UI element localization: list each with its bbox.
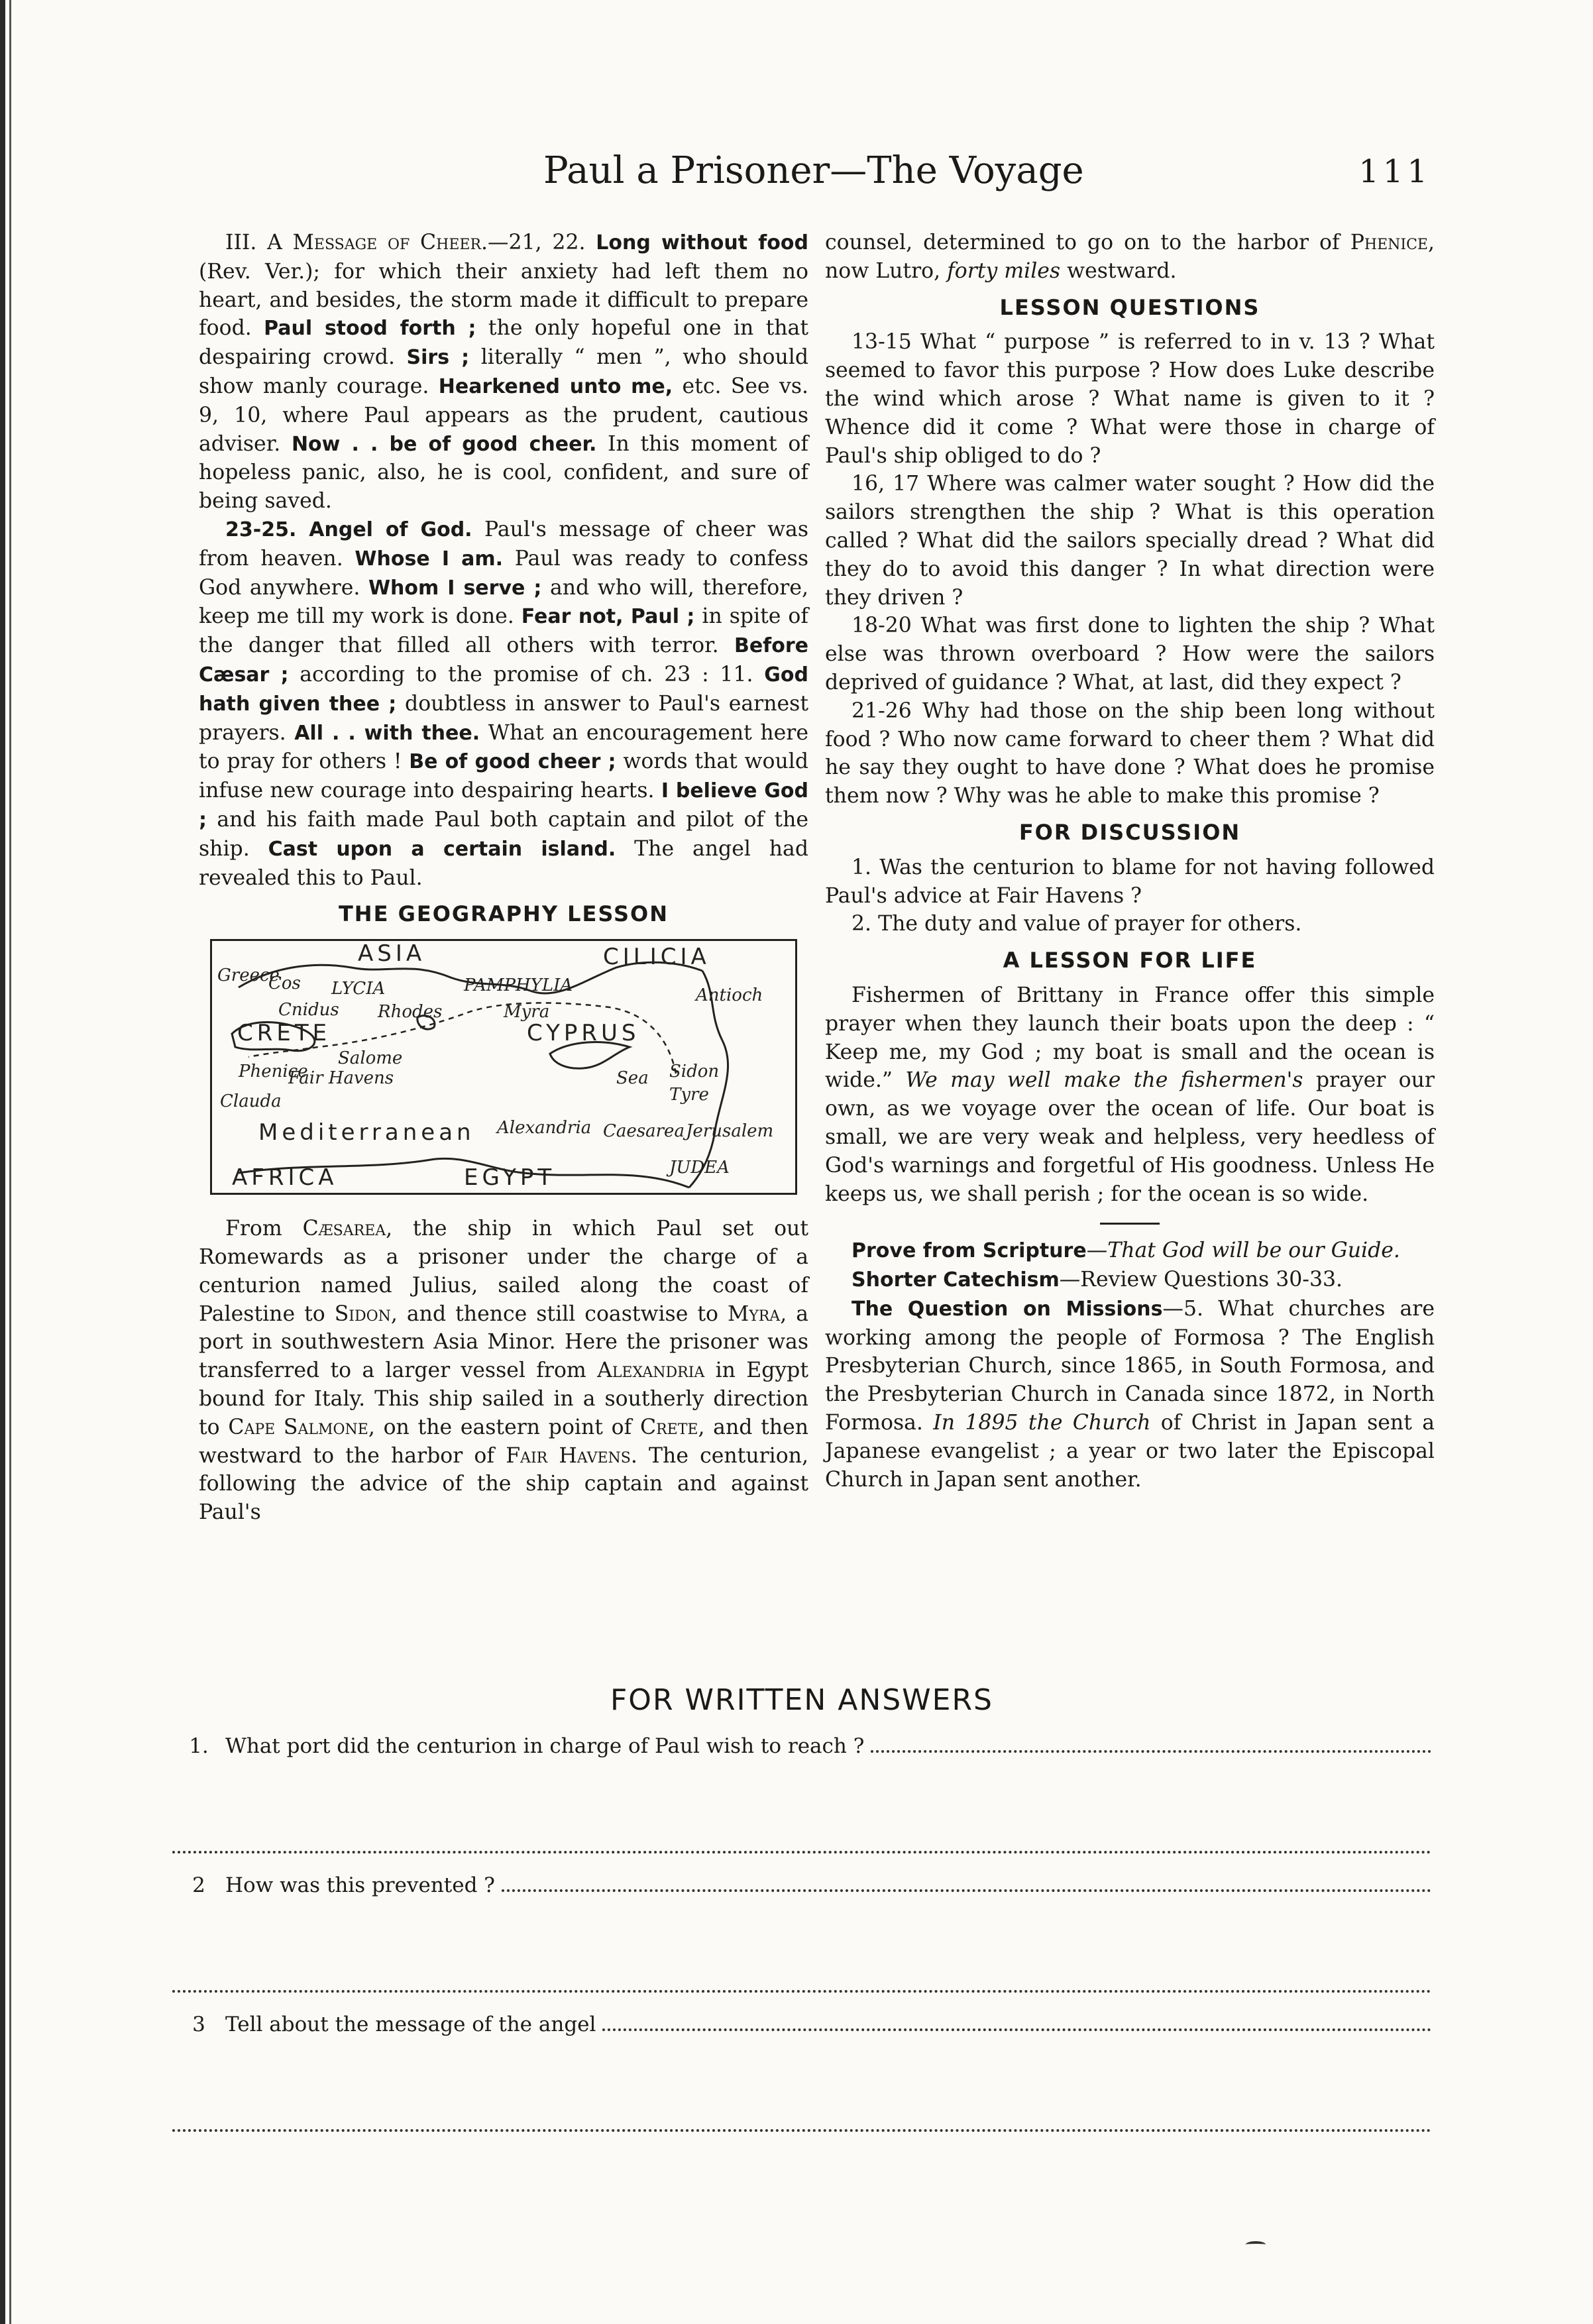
text: prayer our own, as we voyage over the ocean of life. Our boat is small, we are very weak and helpless, very heedless of God's warnings and forgetful of His goodness. Unless He keeps us, we shall perish ; for the ocean is so wide. xyxy=(825,1068,1435,1206)
map-label-lycia: LYCIA xyxy=(331,979,386,999)
map-label-cilicia: CILICIA xyxy=(603,944,710,971)
term: Before Cæsar ; xyxy=(199,634,808,687)
answer-line[interactable] xyxy=(602,2028,1431,2031)
text: . The centurion, following the advice of the ship captain and against Paul's xyxy=(199,1443,809,1525)
text: —5. What churches are working among the people of Formosa ? The English Presbyterian Church, since 1865, in South Formosa, and the Presbyterian Church in Canada since 1872, in North Formosa. xyxy=(825,1296,1435,1435)
for-discussion-heading: FOR DISCUSSION xyxy=(1018,819,1241,845)
answer-line[interactable] xyxy=(502,1889,1431,1892)
term: Whose I am. xyxy=(355,547,504,571)
prove-from-scripture xyxy=(825,1237,1435,1266)
text: counsel, determined to go on to the harbor of xyxy=(825,231,1350,254)
map-label-pamphylia: PAMPHYLIA xyxy=(464,975,573,996)
page-number: 111 xyxy=(1358,153,1431,190)
term: Sirs ; xyxy=(406,346,470,370)
map-label-tyre: Tyre xyxy=(669,1085,709,1105)
term: Now . . be of good cheer. xyxy=(291,432,597,456)
place-name: Fair Havens xyxy=(506,1443,631,1468)
text: doubtless in answer to Paul's earnest prayers. xyxy=(199,691,808,745)
text: of Christ in Japan sent a Japanese evangelist ; a year or two later the Episcopal Church in Japan sent another. xyxy=(825,1411,1435,1492)
question-number: 3 xyxy=(192,2013,205,2036)
term: I believe God ; xyxy=(199,779,808,832)
term: Whom I serve ; xyxy=(368,576,542,600)
text: What an encouragement here to pray for others ! xyxy=(199,720,808,774)
text: Paul's message of cheer was from heaven. xyxy=(199,517,808,571)
question-text: Tell about the message of the angel xyxy=(225,2013,596,2036)
question-text: What port did the centurion in charge of Paul wish to reach ? xyxy=(225,1734,865,1758)
map-label-cyprus: CYPRUS xyxy=(527,1020,640,1047)
written-question xyxy=(172,2013,1431,2058)
map-label-asia: ASIA xyxy=(358,941,426,968)
map-label-greece: Greece xyxy=(217,966,280,986)
text: — xyxy=(1086,1239,1108,1263)
answer-line[interactable] xyxy=(871,1750,1431,1753)
term: Cast upon a certain island. xyxy=(268,837,616,861)
term: Be of good cheer ; xyxy=(409,750,616,774)
term: Paul stood forth ; xyxy=(264,317,476,341)
map-label-sidon: Sidon xyxy=(669,1062,720,1082)
text: forty miles xyxy=(947,258,1061,283)
lesson-questions-heading: LESSON QUESTIONS xyxy=(999,294,1260,320)
place-name: Cape Salmone xyxy=(228,1415,368,1439)
text: etc. See vs. 9, 10, where Paul appears as the prudent, cautious adviser. xyxy=(199,374,808,456)
text: westward. xyxy=(1060,258,1177,283)
text: according to the promise of ch. 23 : 11. xyxy=(288,662,765,687)
answer-line[interactable] xyxy=(172,2058,1431,2132)
term: God hath given thee ; xyxy=(199,663,808,716)
map-drawing xyxy=(212,941,795,1193)
map-label-cnidus: Cnidus xyxy=(278,1000,339,1021)
place-name: Alexandria xyxy=(597,1358,705,1383)
geography-lesson-heading: THE GEOGRAPHY LESSON xyxy=(338,901,669,927)
question-number: 2 xyxy=(192,1873,205,1897)
map-label-sea: Sea xyxy=(616,1068,649,1089)
text: , on the eastern point of xyxy=(368,1415,640,1439)
running-head: Paul a Prisoner—The Voyage xyxy=(543,149,1084,192)
place-name: Myra xyxy=(727,1301,781,1326)
lesson-for-life-paragraph xyxy=(825,981,1435,1208)
angel-of-god-paragraph xyxy=(199,516,808,892)
section-label: III. A Message of Cheer. xyxy=(225,231,488,254)
lesson-question: 21-26 Why had those on the ship been long without food ? Who now came forward to cheer them ? What did he say they ought to have done ? What does he promise them now ? Why was he able to make this promise ? xyxy=(825,698,1435,808)
geography-continuation xyxy=(825,229,1435,286)
message-of-cheer-paragraph xyxy=(199,229,808,516)
text: , the ship in which Paul set out Romewards as a prisoner under the charge of a centurion named Julius, sailed along the coast of Palestine to xyxy=(199,1217,809,1326)
text: In 1895 the Church xyxy=(933,1411,1151,1435)
text: , a port in southwestern Asia Minor. Here the prisoner was transferred to a larger vessel from xyxy=(199,1301,808,1383)
map-label-fair-havens: Fair Havens xyxy=(288,1068,394,1089)
map-label-cos: Cos xyxy=(268,973,301,994)
map-label-salome: Salome xyxy=(338,1048,403,1069)
text: Paul was ready to confess God anywhere. xyxy=(199,546,808,600)
written-answers-section xyxy=(172,1683,1431,2152)
page-header xyxy=(172,149,1431,202)
text: , and thence still coastwise to xyxy=(390,1301,728,1326)
text: and his faith made Paul both captain and pilot of the ship. xyxy=(199,807,808,861)
text: and who will, therefore, keep me till my work is done. xyxy=(199,575,808,629)
map-label-phenice: Phenice xyxy=(239,1062,308,1082)
text: In this moment of hopeless panic, also, he is cool, confident, and sure of being saved. xyxy=(199,431,808,514)
place-name: Phenice xyxy=(1350,231,1428,254)
text: in spite of the danger that filled all others with terror. xyxy=(199,604,809,658)
written-answers-title: FOR WRITTEN ANSWERS xyxy=(610,1683,993,1717)
question-text: How was this prevented ? xyxy=(225,1873,495,1897)
text: words that would infuse new courage into despairing hearts. xyxy=(199,749,808,803)
map-label-clauda: Clauda xyxy=(220,1091,282,1112)
term: Fear not, Paul ; xyxy=(521,605,695,629)
question-number: 1. xyxy=(189,1734,209,1758)
answer-line[interactable] xyxy=(172,1918,1431,1993)
map-label-caesarea: Caesarea xyxy=(603,1121,685,1142)
map-label-rhodes: Rhodes xyxy=(378,1002,443,1023)
map-label-crete: CRETE xyxy=(237,1020,331,1047)
place-name: Sidon xyxy=(334,1301,391,1326)
text: —Review Questions 30-33. xyxy=(1059,1268,1343,1292)
map-label-myra: Myra xyxy=(504,1002,550,1023)
text: literally “ men ”, who should show manly courage. xyxy=(199,345,809,398)
map-label-antioch: Antioch xyxy=(696,985,763,1006)
discussion-item: 1. Was the centurion to blame for not having followed Paul's advice at Fair Havens ? xyxy=(825,855,1435,908)
text: in Egypt bound for Italy. This ship sailed in a southerly direction to xyxy=(199,1358,808,1439)
map-label-judea: JUDEA xyxy=(669,1158,730,1178)
text: , and then westward to the harbor of xyxy=(199,1415,808,1468)
map-label-jerusalem: Jerusalem xyxy=(686,1121,774,1142)
lesson-for-life-heading: A LESSON FOR LIFE xyxy=(1003,948,1257,973)
lesson-question: 16, 17 Where was calmer water sought ? How did the sailors strengthen the ship ? What is this operation called ? What did the sailors specially dread ? What did they do to avoid this danger ? In what direction were they driven ? xyxy=(825,472,1435,610)
text: That God will be our Guide. xyxy=(1107,1239,1400,1263)
lesson-question: 18-20 What was first done to lighten the ship ? What else was thrown overboard ? How were the sailors deprived of guidance ? What, at last, did they expect ? xyxy=(825,614,1435,694)
text: From xyxy=(225,1217,303,1241)
printer-mark xyxy=(1246,2241,1266,2248)
text: (Rev. Ver.); for which their anxiety had left them no heart, and besides, the storm made it difficult to prepare food. xyxy=(199,259,808,341)
text: We may well make the fishermen's xyxy=(905,1068,1303,1093)
right-column xyxy=(825,229,1435,1494)
map-label-egypt: EGYPT xyxy=(464,1164,556,1191)
scanned-page-edge xyxy=(0,0,46,2324)
map-label-mediterranean: Mediterranean xyxy=(258,1119,475,1146)
map-label-africa: AFRICA xyxy=(232,1164,338,1191)
geography-map xyxy=(210,939,797,1195)
text: Fishermen of Brittany in France offer this simple prayer when they launch their boats upon the deep : “ Keep me, my God ; my boat is small and the ocean is wide.” xyxy=(825,983,1435,1093)
shorter-catechism xyxy=(825,1266,1435,1295)
term: Long without food xyxy=(596,231,809,254)
answer-line[interactable] xyxy=(172,1779,1431,1854)
left-column xyxy=(199,229,808,1527)
term: Shorter Catechism xyxy=(851,1268,1060,1292)
geography-paragraph xyxy=(199,1215,808,1527)
map-label-alexandria: Alexandria xyxy=(497,1118,592,1138)
lesson-question: 13-15 What “ purpose ” is referred to in v. 13 ? What seemed to favor this purpose ? How does Luke describe the wind which arose ? What name is given to it ? Whence did it come ? What were those in charge of Paul's ship obliged to do ? xyxy=(825,330,1435,468)
term: 23-25. Angel of God. xyxy=(225,518,472,541)
text: the only hopeful one in that despairing crowd. xyxy=(199,316,808,370)
text: The angel had revealed this to Paul. xyxy=(199,836,808,890)
discussion-item: 2. The duty and value of prayer for others. xyxy=(851,912,1302,936)
section-divider xyxy=(1100,1223,1160,1225)
place-name: Cæsarea xyxy=(302,1217,386,1241)
term: The Question on Missions xyxy=(851,1297,1163,1321)
written-question xyxy=(172,1734,1431,1779)
term: Prove from Scripture xyxy=(851,1239,1087,1263)
term: Hearkened unto me, xyxy=(438,374,673,398)
written-question xyxy=(172,1873,1431,1918)
text: , now Lutro, xyxy=(825,231,1435,283)
verse-ref: —21, 22. xyxy=(488,231,586,254)
place-name: Crete xyxy=(639,1415,698,1439)
question-on-missions xyxy=(825,1295,1435,1494)
term: All . . with thee. xyxy=(294,721,480,745)
